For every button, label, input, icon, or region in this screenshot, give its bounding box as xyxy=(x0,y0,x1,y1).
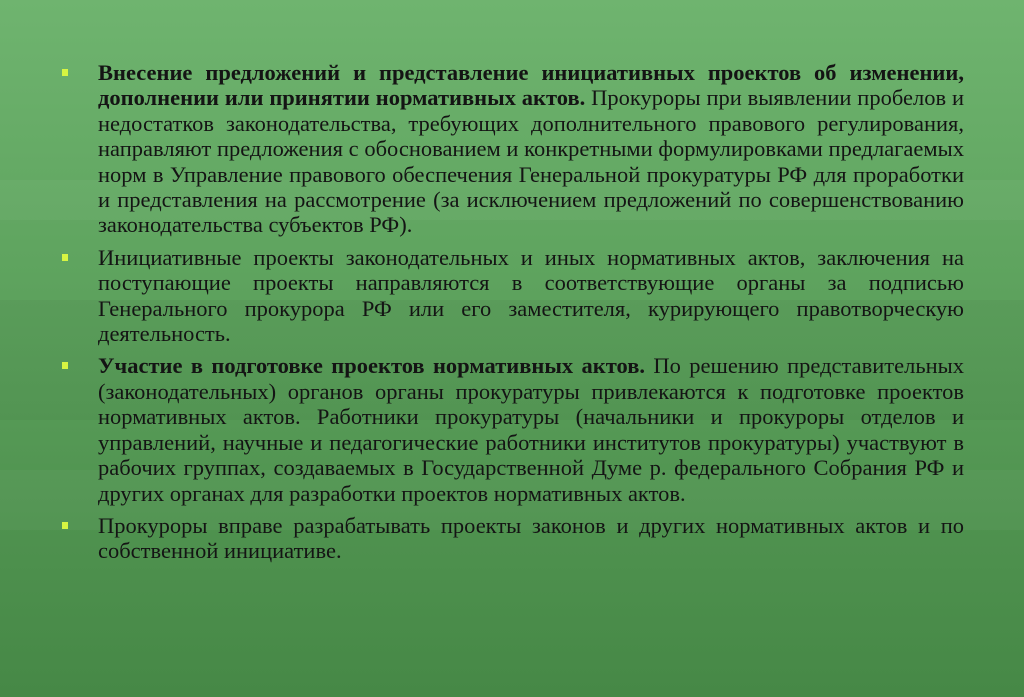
slide-content xyxy=(58,60,964,571)
square-bullet-icon xyxy=(62,69,68,76)
bullet-heading: Участие в подготовке проектов нормативных актов. xyxy=(98,353,645,379)
square-bullet-icon xyxy=(62,254,68,261)
square-bullet-icon xyxy=(62,362,68,369)
bullet-item-participation xyxy=(58,353,964,505)
bullet-item-initiative-projects xyxy=(58,245,964,347)
bullet-item-proposals xyxy=(58,60,964,238)
bullet-text: Прокуроры при выявлении пробелов и недостатков законодательства, требующих дополнительного правового регулирования, направляют предложения с обоснованием и конкретными формулировками предлагаемых норм в Управление правового обеспечения Генеральной прокуратуры РФ для проработки и представления на рассмотрение (за исключением предложений по совершенствованию законодательства субъектов РФ). xyxy=(98,85,964,238)
bullet-text: Прокуроры вправе разрабатывать проекты законов и других нормативных актов и по собственной инициативе. xyxy=(98,512,964,564)
bullet-text: Инициативные проекты законодательных и иных нормативных актов, заключения на поступающие проекты направляются в соответствующие органы за подписью Генерального прокурора РФ или его заместителя, курирующего правотворческую деятельность. xyxy=(98,244,964,347)
bullet-text: По решению представительных (законодательных) органов органы прокуратуры привлекаются к подготовке проектов нормативных актов. Работники прокуратуры (начальники и прокуроры отделов и управлений, научные и педагогические работники институтов прокуратуры) участвуют в рабочих группах, создаваемых в Государственной Думе р. федерального Собрания РФ и других органах для разработки проектов нормативных актов. xyxy=(98,353,964,506)
bullet-item-own-initiative xyxy=(58,513,964,564)
bullet-heading: Внесение предложений и представление инициативных проектов об изменении, дополнении или принятии нормативных актов. xyxy=(98,60,964,111)
square-bullet-icon xyxy=(62,522,68,529)
